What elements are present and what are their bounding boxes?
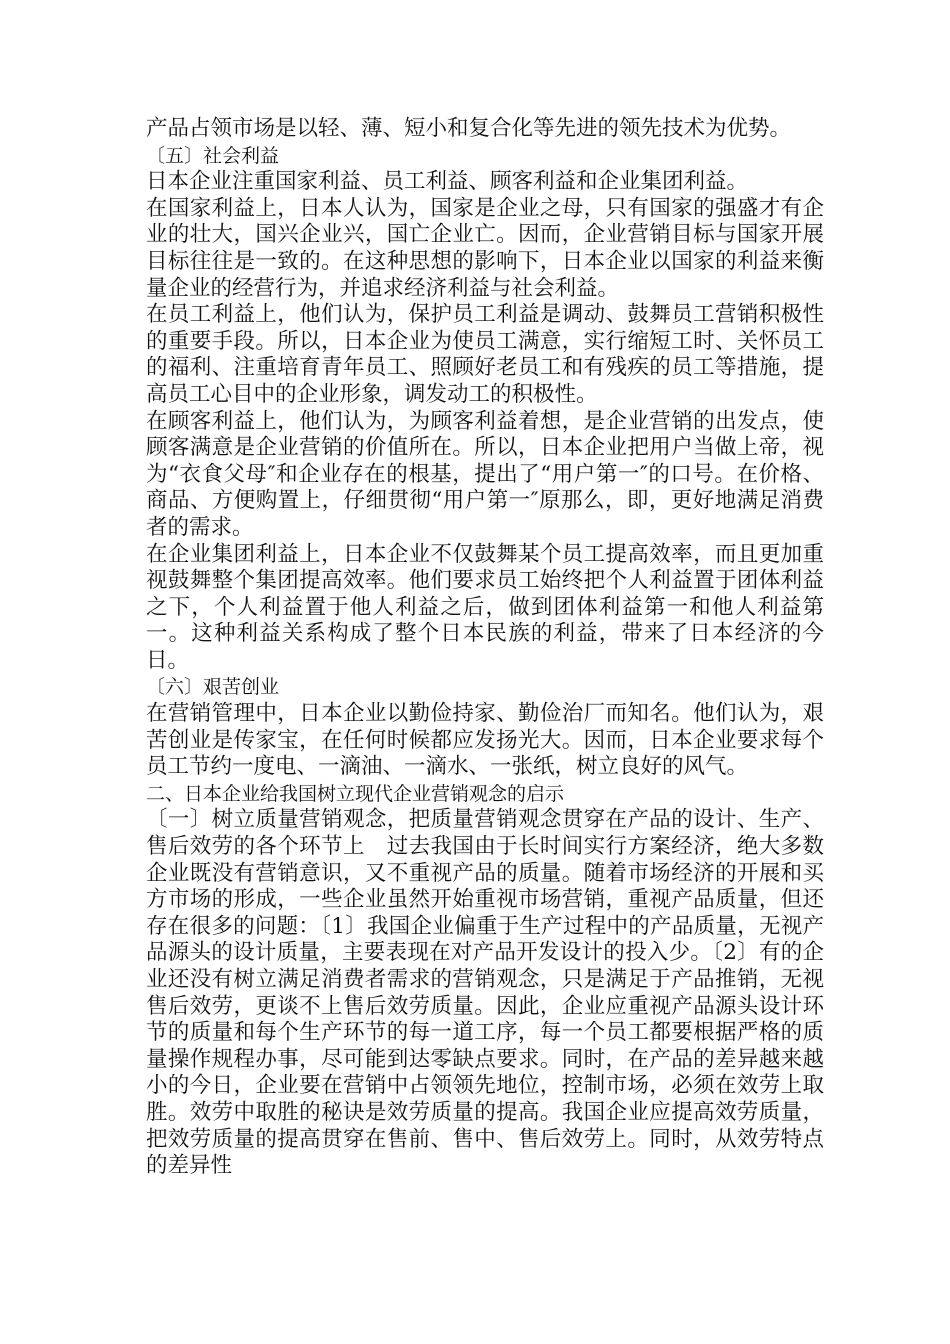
paragraph-interest-overview: 日本企业注重国家利益、员工利益、顾客利益和企业集团利益。 — [146, 169, 749, 195]
paragraph-group-interest: 在企业集团利益上，日本企业不仅鼓舞某个员工提高效率，而且更加重视鼓舞整个集团提高效率。他们要求员工始终把个人利益置于团体利益之下，个人利益置于他人利益之后，做到团体利益第一和他人利益第一。这种利益关系构成了整个日本民族的利益，带来了日本经济的今日。 — [146, 541, 824, 673]
paragraph-national-interest: 在国家利益上，日本人认为，国家是企业之母，只有国家的强盛才有企业的壮大，国兴企业兴，国亡企业亡。因而，企业营销目标与国家开展目标往往是一致的。在这种思想的影响下，日本企业以国家的利益来衡量企业的经营行为，并追求经济利益与社会利益。 — [146, 195, 824, 301]
heading-social-interest: 〔五〕社会利益 — [146, 144, 280, 167]
paragraph-product-advantage: 产品占领市场是以轻、薄、短小和复合化等先进的领先技术为优势。 — [146, 116, 792, 141]
document-body — [146, 116, 824, 1180]
paragraph-employee-interest: 在员工利益上，他们认为，保护员工利益是调动、鼓舞员工营销积极性的重要手段。所以，日本企业为使员工满意，实行缩短工时、关怀员工的福利、注重培育青年员工、照顾好老员工和有残疾的员工等措施，提高员工心目中的企业形象，调发动工的积极性。 — [146, 302, 824, 407]
paragraph-customer-interest: 在顾客利益上，他们认为，为顾客利益着想，是企业营销的出发点，使顾客满意是企业营销的价值所在。所以，日本企业把用户当做上帝，视为“衣食父母″和企业存在的根基，提出了“用户第一″的口号。在价格、商品、方便购置上，仔细贯彻“用户第一″原那么，即，更好地满足消费者的需求。 — [146, 408, 824, 540]
heading-hard-work: 〔六〕艰苦创业 — [146, 676, 280, 699]
paragraph-quality-marketing: 〔一〕树立质量营销观念，把质量营销观念贯穿在产品的设计、生产、售后效劳的各个环节上 过去我国由于长时间实行方案经济，绝大多数企业既没有营销意识，又不重视产品的质量。随着市场经济的开展和买方市场的形成，一些企业虽然开始重视市场营销，重视产品质量，但还存在很多的问题：〔1〕我国企业偏重于生产过程中的产品质量，无视产品源头的设计质量，主要表现在对产品开发设计的投入少。〔2〕有的企业还没有树立满足消费者需求的营销观念，只是满足于产品推销，无视售后效劳，更谈不上售后效劳质量。因此，企业应重视产品源头设计环节的质量和每个生产环节的每一道工序，每一个员工都要根据严格的质量操作规程办事，尽可能到达零缺点要求。同时，在产品的差异越来越小的今日，企业要在营销中占领领先地位，控制市场，必须在效劳上取胜。效劳中取胜的秘诀是效劳质量的提高。我国企业应提高效劳质量，把效劳质量的提高贯穿在售前、售中、售后效劳上。同时，从效劳特点的差异性 — [146, 807, 824, 1179]
paragraph-hard-work: 在营销管理中，日本企业以勤俭持家、勤俭治厂而知名。他们认为，艰苦创业是传家宝，在任何时候都应发扬光大。因而，日本企业要求每个员工节约一度电、一滴油、一滴水、一张纸，树立良好的风气。 — [146, 701, 824, 780]
heading-section-two: 二、日本企业给我国树立现代企业营销观念的启示 — [146, 782, 565, 805]
